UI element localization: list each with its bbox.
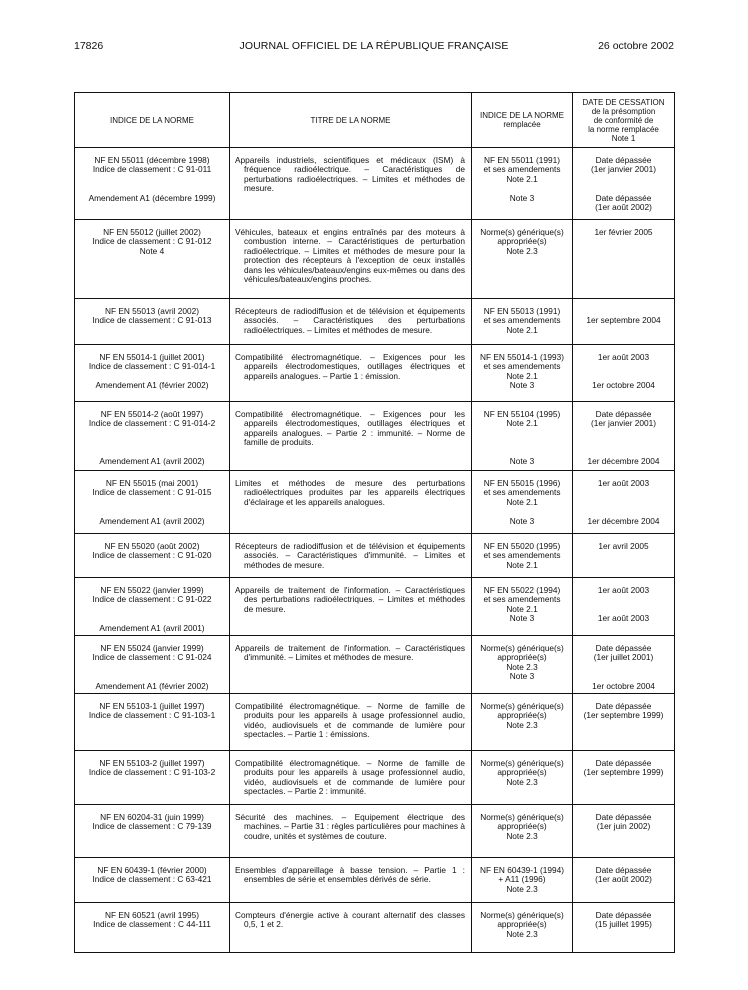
cell-line: NF EN 55104 (1995) [483,409,561,419]
cell-line: Note 2.1 [506,173,538,184]
cell-line: Indice de classement : C 91-024 [92,652,212,663]
norm-title-cell [230,694,472,751]
cell-line: NF EN 55014-1 (1993) [480,352,564,362]
cell-line: Note 2.3 [506,661,538,672]
cessation-date-cell [573,805,675,858]
cessation-date-cell [573,636,675,694]
cell-line: NF EN 55014-1 (juillet 2001) [99,352,205,362]
cell-line: NF EN 55103-1 (juillet 1997) [99,701,205,711]
cell-line [79,429,225,438]
cell-line: NF EN 55011 (1991) [484,155,560,165]
cell-line: Amendement A1 (avril 2002) [99,515,205,526]
publication-date: 26 octobre 2002 [598,40,674,52]
cell-line: NF EN 55013 (avril 2002) [104,306,200,316]
norm-title-text: Véhicules, bateaux et engins entraînés par des moteurs à combustion interne. – Caractéristiques de perturbation radioélectrique. – Limites et méthodes de mesure pour la protection des récepteurs à l'exception de ceux installés dans les véhicules/bateaux/engins eux-mêmes ou dans des véhicules/bateaux/engins proches. [235,227,465,285]
norm-index-cell [75,694,230,751]
cell-line: Note 4 [139,245,165,256]
table-row [75,299,675,345]
cell-line [79,438,225,447]
table-row [75,858,675,903]
cessation-date-cell [573,751,675,805]
cell-line: Indice de classement : C 63-421 [92,874,212,885]
cell-line: NF EN 55013 (1991) [483,306,561,316]
cell-line: Note 2.1 [506,603,538,614]
cell-line: Date dépassée [595,910,652,920]
cell-line: NF EN 55103-2 (juillet 1997) [99,758,205,768]
page-header [74,40,674,56]
cell-line: Note 2.1 [506,324,538,335]
journal-title: JOURNAL OFFICIEL DE LA RÉPUBLIQUE FRANÇAISE [239,40,509,52]
column-header-line: INDICE DE LA NORME [479,111,564,120]
cell-line: Amendement A1 (février 2002) [95,680,209,691]
cessation-date-cell [573,299,675,345]
cell-line: et ses amendements [483,487,561,498]
cell-line: appropriée(s) [497,710,547,721]
cell-line: Note 3 [509,613,535,624]
cell-line: Indice de classement : C 44-111 [93,919,211,930]
table-row [75,402,675,471]
cell-line: Indice de classement : C 91-011 [92,164,212,175]
norm-title-cell [230,751,472,805]
cell-line: Note 2.1 [506,418,538,429]
norm-title-text: Compatibilité électromagnétique. – Exigences pour les appareils électrodomestiques, outillages électriques et appareils analogues. – Partie 2 : immunité. – Norme de famille de produits. [235,409,465,448]
column-header-date [573,93,675,148]
norm-title-text: Appareils industriels, scientifiques et médicaux (ISM) à fréquence radioélectrique. – Caractéristiques de perturbations radioélectriques. – Limites et méthodes de mesure. [235,155,465,194]
cell-line: 1er août 2003 [597,478,650,488]
norm-index-cell [75,903,230,953]
norm-title-text: Compatibilité électromagnétique. – Exigences pour les appareils électrodomestiques, outillages électriques et appareils analogues. – Partie 1 : émission. [235,352,465,381]
cell-line [79,175,225,184]
table-row [75,220,675,299]
cell-line: et ses amendements [483,361,561,372]
cell-line: Note 2.3 [506,245,538,256]
norm-title-cell [230,858,472,903]
table-row [75,694,675,751]
replaced-norm-cell [472,148,573,220]
cell-line: Indice de classement : C 91-022 [92,594,212,605]
cell-line: appropriée(s) [497,821,547,832]
cell-line: appropriée(s) [497,919,547,930]
norm-index-cell [75,534,230,578]
cell-line: NF EN 60204-31 (juin 1999) [100,812,204,822]
norm-index-cell [75,220,230,299]
table-row [75,578,675,636]
cell-line: NF EN 55020 (août 2002) [104,541,200,551]
cell-line: NF EN 55011 (décembre 1998) [94,155,210,165]
cell-line: (1er janvier 2001) [590,418,657,429]
column-header-line: INDICE DE LA NORME [109,115,194,125]
cell-line: appropriée(s) [497,767,547,778]
norm-title-text: Appareils de traitement de l'information. – Caractéristiques des perturbations radioélectriques. – Limites et méthodes de mesure. [235,585,465,614]
norm-index-cell [75,471,230,534]
cessation-date-cell [573,148,675,220]
page-number: 17826 [74,40,104,52]
cell-line: Note 2.1 [506,370,538,381]
cell-line: (1er septembre 1999) [583,710,664,721]
norm-title-text: Ensembles d'appareillage à basse tension. – Partie 1 : ensembles de série et ensembles dérivés de série. [235,865,465,885]
cell-line: NF EN 60439-1 (février 2000) [97,865,207,875]
replaced-norm-cell [472,751,573,805]
cell-line: Amendement A1 (avril 2002) [99,455,205,466]
table-row [75,471,675,534]
norm-title-text: Limites et méthodes de mesure des perturbations radioélectriques produites par les appareils électriques d'éclairage et les appareils analogues. [235,478,465,507]
replaced-norm-cell [472,805,573,858]
table-row [75,636,675,694]
cell-line: Indice de classement : C 91-014-1 [88,361,216,372]
cell-line [577,429,670,438]
cell-line: (1er août 2002) [595,874,652,885]
norm-index-cell [75,751,230,805]
cell-line: Note 3 [509,671,535,682]
replaced-norm-cell [472,903,573,953]
cell-line: Note 3 [509,515,535,526]
cell-line: (1er août 2002) [595,202,652,212]
cell-line [577,488,670,497]
column-header-line: TITRE DE LA NORME [310,115,391,125]
cell-line: (1er juillet 2001) [593,652,654,663]
table-row [75,805,675,858]
cessation-date-cell [573,903,675,953]
cell-line: NF EN 55015 (mai 2001) [105,478,199,488]
column-header-line: la norme remplacée [588,124,659,134]
table-header-row [75,93,675,148]
cessation-date-cell [573,220,675,299]
standards-table [74,92,675,953]
cell-line: Norme(s) générique(s) [480,643,564,653]
cell-line [476,438,568,447]
cell-line: Date dépassée [595,701,652,711]
cessation-date-cell [573,858,675,903]
cell-line: NF EN 55014-2 (août 1997) [100,409,204,419]
norm-title-text: Compatibilité électromagnétique. – Norme de famille de produits pour les appareils à usage professionnel audio, vidéo, audiovisuels et de commande de lumière pour spectacles. – Partie 2 : immunité. [235,758,465,797]
cell-line: Date dépassée [595,192,652,203]
cell-line: 1er décembre 2004 [587,515,660,526]
cell-line: (1er septembre 1999) [583,767,664,778]
replaced-norm-cell [472,534,573,578]
norm-title-cell [230,636,472,694]
column-header-line: DATE DE CESSATION [582,97,665,107]
replaced-norm-cell [472,578,573,636]
column-header-line: de la présomption [591,106,656,116]
cessation-date-cell [573,534,675,578]
cell-line: Indice de classement : C 91-012 [92,236,212,247]
cell-line [79,498,225,507]
norm-index-cell [75,636,230,694]
replaced-norm-cell [472,471,573,534]
cell-line: et ses amendements [483,550,561,561]
cell-line: Indice de classement : C 91-020 [92,550,212,561]
cell-line [577,438,670,447]
cell-line: Note 2.3 [506,776,538,787]
norm-title-text: Appareils de traitement de l'information. – Caractéristiques d'immunité. – Limites et méthodes de mesure. [235,643,465,663]
cell-line: Amendement A1 (février 2002) [95,380,209,391]
cell-line [577,175,670,184]
column-header-line: de conformité de [593,115,654,125]
cell-line: NF EN 60439-1 (1994) [480,865,564,875]
cell-line: Note 3 [509,455,535,466]
norm-title-cell [230,220,472,299]
cell-line: Norme(s) générique(s) [480,910,564,920]
norm-title-cell [230,402,472,471]
cell-line: Note 2.3 [506,883,538,894]
cell-line: Indice de classement : C 79-139 [92,821,212,832]
norm-title-cell [230,299,472,345]
norm-index-cell [75,148,230,220]
table-body [75,148,675,953]
cell-line: 1er août 2003 [597,585,650,595]
cell-line: Date dépassée [595,643,652,653]
norm-title-text: Récepteurs de radiodiffusion et de télévision et équipements associés. – Caractéristiques d'immunité. – Limites et méthodes de mesure. [235,541,465,570]
cell-line: 1er décembre 2004 [587,455,660,466]
replaced-norm-cell [472,858,573,903]
replaced-norm-cell [472,345,573,402]
replaced-norm-cell [472,694,573,751]
cell-line: 1er août 2003 [597,352,650,362]
cell-line: 1er février 2005 [594,227,653,237]
cessation-date-cell [573,345,675,402]
cell-line: Indice de classement : C 91-013 [92,315,212,326]
cell-line: appropriée(s) [497,652,547,663]
cell-line: Amendement A1 (décembre 1999) [88,192,216,203]
norm-title-cell [230,471,472,534]
cell-line [79,663,225,672]
replaced-norm-cell [472,636,573,694]
cessation-date-cell [573,471,675,534]
cell-line [577,498,670,507]
cell-line: (15 juillet 1995) [595,919,652,930]
cell-line: (1er juin 2002) [596,821,651,832]
norm-title-text: Compteurs d'énergie active à courant alternatif des classes 0,5, 1 et 2. [235,910,465,930]
cell-line: Date dépassée [595,758,652,768]
cell-line: NF EN 55024 (janvier 1999) [100,643,204,653]
column-header-title [230,93,472,148]
cell-line [577,362,670,371]
cell-line: Indice de classement : C 91-103-1 [88,710,216,721]
table-row [75,534,675,578]
cell-line: 1er octobre 2004 [592,380,655,391]
norm-title-cell [230,903,472,953]
cell-line [577,663,670,672]
norm-index-cell [75,402,230,471]
cell-line: Note 2.3 [506,719,538,730]
cell-line: 1er avril 2005 [598,541,649,551]
norm-title-cell [230,345,472,402]
cell-line: et ses amendements [483,164,561,175]
cell-line: Date dépassée [595,865,652,875]
replaced-norm-cell [472,220,573,299]
norm-title-text: Sécurité des machines. – Equipement électrique des machines. – Partie 31 : règles particulières pour machines à coudre, unités et systèmes de couture. [235,812,465,841]
cell-line: NF EN 55015 (1996) [483,478,561,488]
cessation-date-cell [573,694,675,751]
cell-line [476,429,568,438]
cell-line [577,595,670,604]
cell-line: Amendement A1 (avril 2001) [99,622,205,633]
column-header-replaced [472,93,573,148]
replaced-norm-cell [472,299,573,345]
cell-line: Note 2.1 [506,559,538,570]
cell-line: NF EN 60521 (avril 1995) [104,910,200,920]
cell-line: Indice de classement : C 91-103-2 [88,767,216,778]
norm-index-cell [75,858,230,903]
norm-index-cell [75,578,230,636]
norm-title-cell [230,805,472,858]
cell-line: NF EN 55020 (1995) [483,541,561,551]
cell-line: Date dépassée [595,812,652,822]
cell-line: Date dépassée [595,409,652,419]
norm-title-cell [230,578,472,636]
cell-line: Note 2.3 [506,928,538,939]
cell-line: (1er janvier 2001) [590,164,657,175]
cell-line: 1er septembre 2004 [586,315,661,326]
cell-line: Norme(s) générique(s) [480,812,564,822]
column-header-index [75,93,230,148]
cell-line: 1er août 2003 [597,613,650,624]
norm-index-cell [75,345,230,402]
cell-line: NF EN 55012 (juillet 2002) [103,227,201,237]
norm-title-text: Compatibilité électromagnétique. – Norme de famille de produits pour les appareils à usage professionnel audio, vidéo, audiovisuels et de commande de lumière pour spectacles. – Partie 1 : émissions. [235,701,465,740]
column-header-line: remplacée [503,120,541,129]
cell-line: + A11 (1996) [498,874,546,885]
cell-line: Norme(s) générique(s) [480,227,564,237]
norm-title-cell [230,148,472,220]
norm-title-text: Récepteurs de radiodiffusion et de télévision et équipements associés. – Caractéristiques des perturbations radioélectriques. – Limites et méthodes de mesure. [235,306,465,335]
table-row [75,751,675,805]
cell-line: Norme(s) générique(s) [480,758,564,768]
cell-line: et ses amendements [483,594,561,605]
norm-index-cell [75,805,230,858]
cessation-date-cell [573,578,675,636]
cell-line: Note 2.1 [506,496,538,507]
cell-line: Date dépassée [595,155,652,165]
cell-line: Note 3 [509,192,535,203]
cell-line [79,605,225,614]
cell-line: 1er octobre 2004 [592,680,655,691]
cell-line: NF EN 55022 (1994) [483,585,561,595]
cell-line: Indice de classement : C 91-014-2 [88,418,216,429]
table-row [75,345,675,402]
cell-line: Indice de classement : C 91-015 [92,487,212,498]
table-row [75,903,675,953]
cell-line: Norme(s) générique(s) [480,701,564,711]
norm-title-cell [230,534,472,578]
cessation-date-cell [573,402,675,471]
table-row [75,148,675,220]
cell-line: NF EN 55022 (janvier 1999) [100,585,204,595]
cell-line: et ses amendements [483,315,561,326]
norm-index-cell [75,299,230,345]
cell-line: Note 3 [509,380,535,391]
column-header-line: Note 1 [611,133,636,143]
replaced-norm-cell [472,402,573,471]
cell-line: appropriée(s) [497,236,547,247]
cell-line: Note 2.3 [506,830,538,841]
